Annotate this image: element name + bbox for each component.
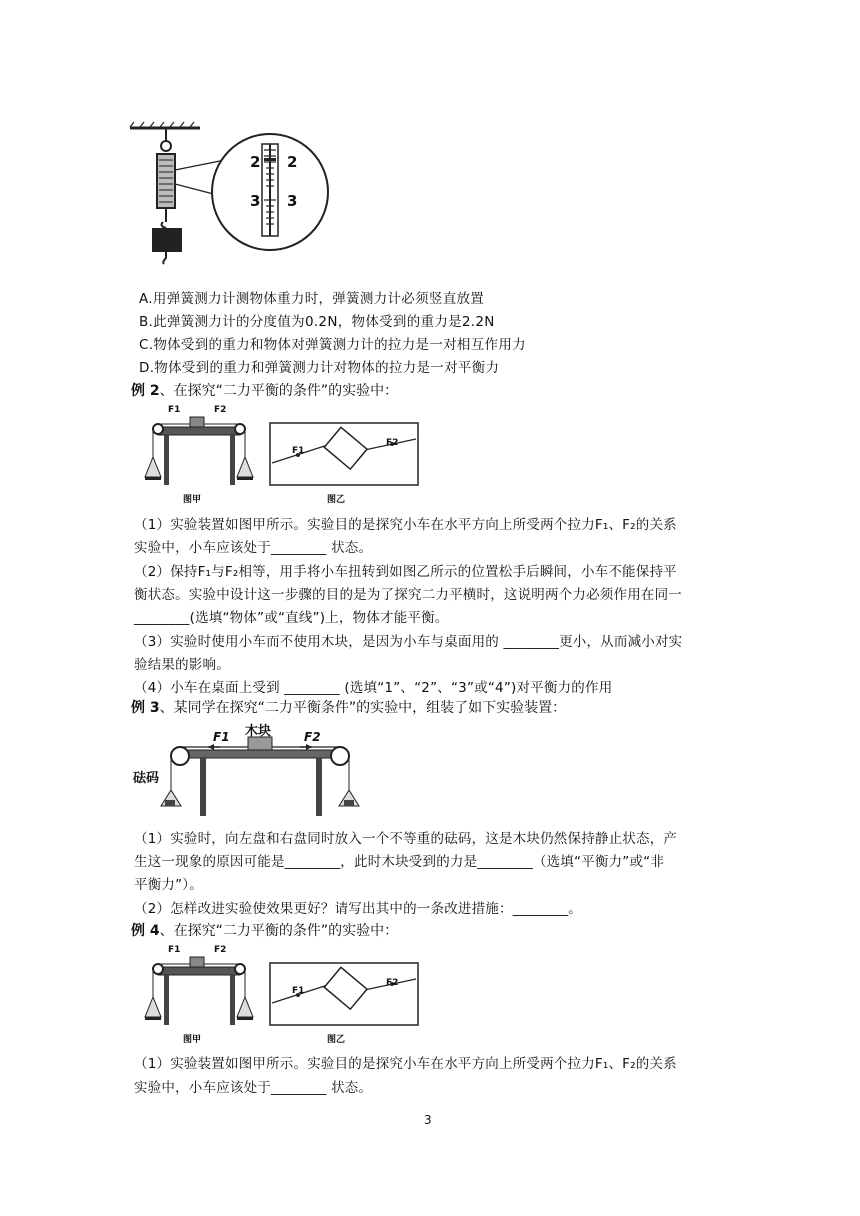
example-2-label: 例 2 [131, 383, 160, 399]
example-4-label-f2: F2 [214, 945, 227, 955]
example-2-line-2: 实验中，小车应该处于________ 状态。 [134, 540, 373, 556]
example-4-caption-left: 图甲 [183, 1035, 202, 1045]
example-2-line-1: （1）实验装置如图甲所示。实验目的是探究小车在水平方向上所受两个拉力F₁、F₂的关系 [134, 517, 677, 533]
example-2-line-6: （3）实验时使用小车而不使用木块，是因为小车与桌面用的 ________更小，从而减小对实 [134, 634, 683, 650]
example-2-heading [131, 380, 398, 400]
example-4-label-f1-right: F1 [292, 986, 305, 996]
page-number: 3 [424, 1113, 432, 1127]
example-3-line-3: 平衡力”）。 [134, 877, 203, 893]
example-2-label-f1: F1 [168, 405, 181, 415]
example-2-apparatus-figure [140, 405, 430, 505]
spring-scale-figure [130, 122, 330, 282]
example-3-label-f2: F2 [304, 730, 321, 744]
example-3-label: 例 3 [131, 700, 160, 716]
example-3-line-2: 生这一现象的原因可能是________，此时木块受到的力是________（选填“平衡力”或“非 [134, 854, 665, 870]
example-2-label-f2: F2 [214, 405, 227, 415]
example-4-label: 例 4 [131, 923, 160, 939]
example-4-label-f1: F1 [168, 945, 181, 955]
example-3-label-weight: 砝码 [133, 771, 160, 786]
example-2-caption-left: 图甲 [183, 495, 202, 505]
example-3-line-4: （2）怎样改进实验使效果更好？请写出其中的一条改进措施：________。 [134, 901, 582, 917]
example-4-apparatus-figure [140, 945, 430, 1045]
example-2-line-3: （2）保持F₁与F₂相等，用手将小车扭转到如图乙所示的位置松手后瞬间，小车不能保持平 [134, 564, 677, 580]
option-b: B.此弹簧测力计的分度值为0.2N，物体受到的重力是2.2N [139, 314, 495, 330]
example-2-label-f1-right: F1 [292, 446, 305, 456]
example-4-line-1: （1）实验装置如图甲所示。实验目的是探究小车在水平方向上所受两个拉力F₁、F₂的关系 [134, 1056, 677, 1072]
example-2-label-f2-right: F2 [386, 438, 399, 448]
example-3-text: 、某同学在探究“二力平衡条件”的实验中，组装了如下实验装置： [159, 700, 567, 716]
example-3-heading [131, 697, 566, 717]
scale-label-2-left: 2 [250, 153, 261, 171]
example-4-label-f2-right: F2 [386, 978, 399, 988]
example-3-label-f1: F1 [213, 730, 230, 744]
option-a: A.用弹簧测力计测物体重力时，弹簧测力计必须竖直放置 [139, 291, 485, 307]
example-2-caption-right: 图乙 [327, 495, 346, 505]
scale-label-2-right: 2 [287, 153, 298, 171]
example-2-text: 、在探究“二力平衡的条件”的实验中： [159, 383, 399, 399]
scale-label-3-left: 3 [250, 192, 261, 210]
example-2-line-4: 衡状态。实验中设计这一步骤的目的是为了探究二力平横时，这说明两个力必须作用在同一 [134, 587, 682, 603]
example-2-line-5: ________(选填“物体”或“直线”)上，物体才能平衡。 [134, 610, 449, 626]
example-4-heading [131, 920, 398, 940]
example-2-line-7: 验结果的影响。 [134, 657, 230, 673]
scale-label-3-right: 3 [287, 192, 298, 210]
example-2-line-8: （4）小车在桌面上受到 ________ (选填“1”、“2”、“3”或“4”)对平衡力的作用 [134, 680, 613, 696]
option-c: C.物体受到的重力和物体对弹簧测力计的拉力是一对相互作用力 [139, 337, 526, 353]
example-3-line-1: （1）实验时，向左盘和右盘同时放入一个不等重的砝码，这是木块仍然保持静止状态，产 [134, 831, 678, 847]
example-4-caption-right: 图乙 [327, 1035, 346, 1045]
example-3-label-block: 木块 [245, 724, 272, 739]
example-4-line-2: 实验中，小车应该处于________ 状态。 [134, 1080, 373, 1096]
example-4-text: 、在探究“二力平衡的条件”的实验中： [159, 923, 399, 939]
option-d: D.物体受到的重力和弹簧测力计对物体的拉力是一对平衡力 [139, 360, 500, 376]
